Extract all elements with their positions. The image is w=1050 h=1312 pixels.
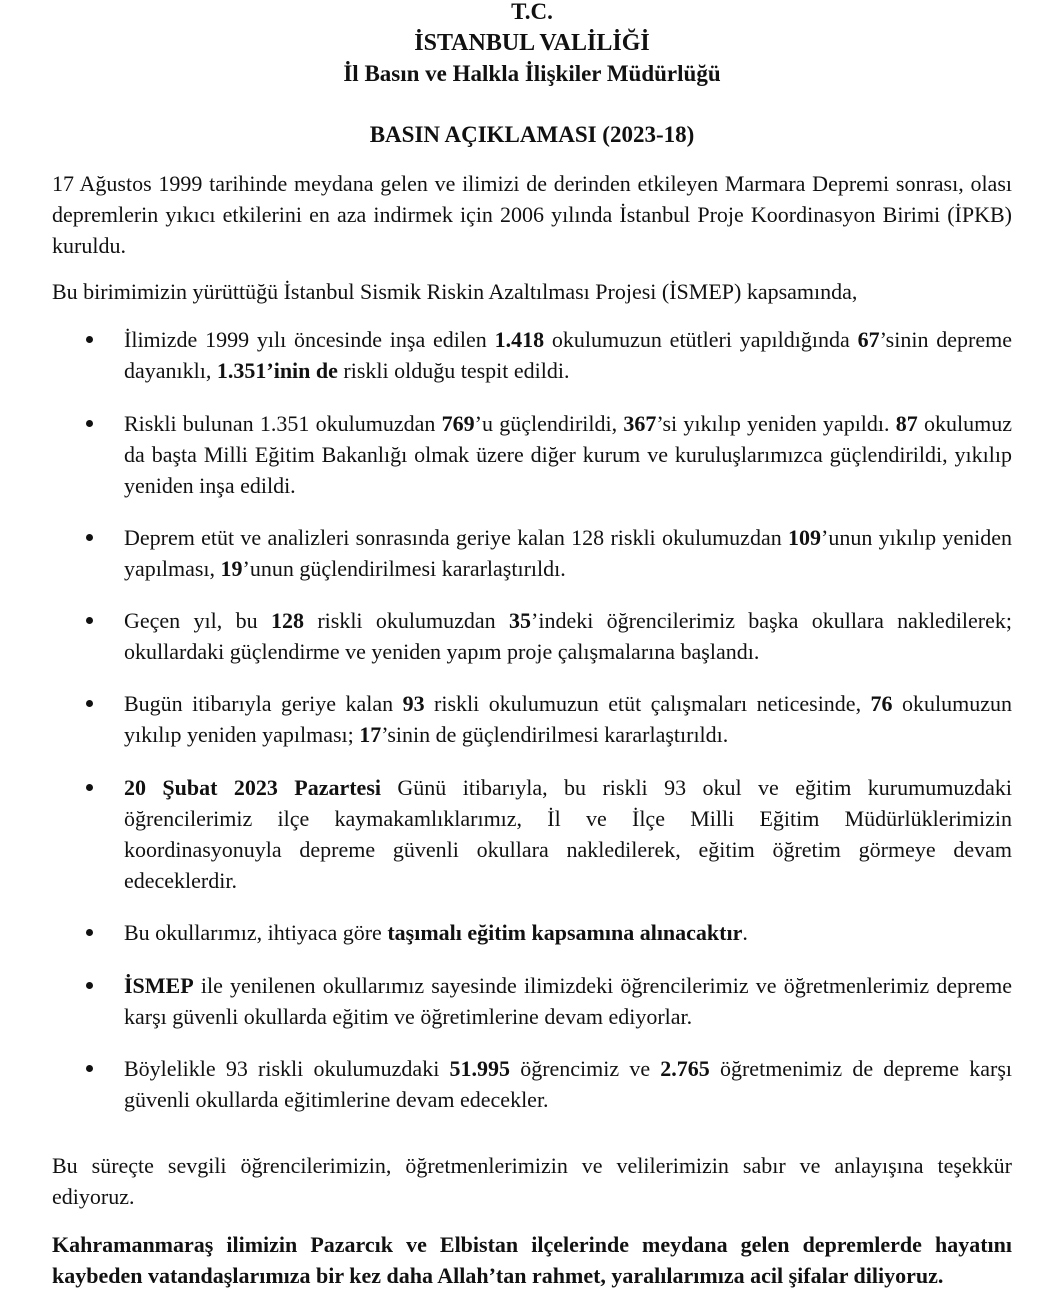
bullet-icon xyxy=(86,534,93,541)
text-run: Riskli bulunan 1.351 okulumuzdan xyxy=(124,411,442,436)
thanks-paragraph: Bu süreçte sevgili öğrencilerimizin, öğretmenlerimizin ve velilerimizin sabır ve anlayışına teşekkür ediyoruz. xyxy=(52,1153,1012,1209)
bold-date: 20 Şubat 2023 Pazartesi xyxy=(124,775,381,800)
bullet-icon xyxy=(86,420,93,427)
text-run: ’u güçlendirildi, xyxy=(474,411,624,436)
list-item xyxy=(124,1053,1012,1115)
text-run: riskli olduğu tespit edildi. xyxy=(337,358,570,383)
bold-figure: 87 xyxy=(895,411,918,436)
bullet-icon xyxy=(86,784,93,791)
bold-figure: 51.995 xyxy=(449,1056,510,1081)
text-run: riskli okulumuzdan xyxy=(303,608,510,633)
text-run: ’sinin de güçlendirilmesi kararlaştırıldı. xyxy=(381,722,729,747)
bold-figure: 109 xyxy=(788,525,821,550)
text-run: ile yenilenen okullarımız sayesinde ilimizdeki öğrencilerimiz ve öğretmenlerimiz depreme karşı güvenli okullarda eğitim ve öğretimlerine devam ediyorlar. xyxy=(124,973,1012,1029)
text-run: ’sinin depreme dayanıklı, xyxy=(124,327,1012,383)
text-run: Geçen yıl, bu xyxy=(124,608,271,633)
text-run: Bu okullarımız, ihtiyaca göre xyxy=(124,920,388,945)
text-run: okulumuzun etütleri yapıldığında xyxy=(544,327,858,352)
bullet-icon xyxy=(86,1065,93,1072)
text-run: Günü itibarıyla, bu riskli 93 okul ve eğitim kurumumuzdaki öğrencilerimiz ilçe kaymakamlıklarımız, İl ve İlçe Milli Eğitim Müdürlüklerimizin koordinasyonuyla depreme güvenli okullara nakledilerek, eğitim öğretim görmeye devam edeceklerdir. xyxy=(124,775,1013,893)
intro-paragraph: 17 Ağustos 1999 tarihinde meydana gelen ve ilimizi de derinden etkileyen Marmara Depremi sonrası, olası depremlerin yıkıcı etkilerini en aza indirmek için 2006 yılında İstanbul Proje Koordinasyon Birimi (İPKB) kuruldu. xyxy=(52,171,1012,258)
header-department: İl Basın ve Halkla İlişkiler Müdürlüğü xyxy=(343,61,721,86)
text-run: okulumuz da başta Milli Eğitim Bakanlığı olmak üzere diğer kurum ve kuruluşlarımızca güçlendirildi, yıkılıp yeniden inşa edildi. xyxy=(124,411,1013,498)
text-run: ’indeki öğrencilerimiz başka okullara nakledilerek; okullardaki güçlendirme ve yeniden yapım proje çalışmalarına başlandı. xyxy=(124,608,1013,664)
bullet-icon xyxy=(86,929,93,936)
text-run: İlimizde 1999 yılı öncesinde inşa edilen xyxy=(124,327,495,352)
bold-figure: 367 xyxy=(623,411,657,436)
text-run: Bugün itibarıyla geriye kalan xyxy=(124,691,403,716)
text-run: Deprem etüt ve analizleri sonrasında geriye kalan 128 riskli okulumuzdan xyxy=(124,525,788,550)
text-run: öğrencimiz ve xyxy=(510,1056,661,1081)
text-run: okulumuzun yıkılıp yeniden yapılması; xyxy=(124,691,1013,747)
text-run: ’unun güçlendirilmesi kararlaştırıldı. xyxy=(242,556,566,581)
ismep-paragraph: Bu birimimizin yürüttüğü İstanbul Sismik Riskin Azaltılması Projesi (İSMEP) kapsamında, xyxy=(52,279,858,304)
header-republic: T.C. xyxy=(511,0,553,24)
list-item xyxy=(124,772,1012,896)
text-run: riskli okulumuzun etüt çalışmaları neticesinde, xyxy=(424,691,871,716)
list-item xyxy=(124,688,1012,750)
list-item xyxy=(124,970,1012,1032)
header-governorship: İSTANBUL VALİLİĞİ xyxy=(414,30,650,56)
list-item xyxy=(124,917,1012,948)
list-item xyxy=(124,522,1012,584)
text-run: öğretmenimiz de depreme karşı güvenli okullarda eğitimlerine devam edecekler. xyxy=(124,1056,1012,1112)
list-item xyxy=(124,324,1012,386)
bold-phrase: İSMEP xyxy=(124,973,194,998)
bold-figure: 2.765 xyxy=(660,1056,710,1081)
text-run: ’unun yıkılıp yeniden yapılması, xyxy=(124,525,1012,581)
bullet-icon xyxy=(86,617,93,624)
bullet-icon xyxy=(86,336,93,343)
bold-figure: 769 xyxy=(441,411,475,436)
bold-figure: 128 xyxy=(270,608,304,633)
bold-figure: 1.351’inin de xyxy=(216,358,338,383)
document-title: BASIN AÇIKLAMASI (2023-18) xyxy=(369,122,695,147)
list-item xyxy=(124,408,1012,501)
list-item xyxy=(124,605,1012,667)
bold-figure: 76 xyxy=(870,691,893,716)
bold-figure: 1.418 xyxy=(494,327,545,352)
text-run: Böylelikle 93 riskli okulumuzdaki xyxy=(124,1056,450,1081)
text-run: . xyxy=(742,920,748,945)
text-run: ’si yıkılıp yeniden yapıldı. xyxy=(656,411,896,436)
condolence-paragraph: Kahramanmaraş ilimizin Pazarcık ve Elbistan ilçelerinde meydana gelen depremlerde hayatını kaybeden vatandaşlarımıza bir kez daha Allah’tan rahmet, yaralılarımıza acil şifalar diliyoruz. xyxy=(52,1232,1012,1288)
bold-figure: 35 xyxy=(509,608,532,633)
bold-figure: 67 xyxy=(857,327,880,352)
bold-figure: 19 xyxy=(220,556,243,581)
bold-phrase: taşımalı eğitim kapsamına alınacaktır xyxy=(387,920,743,945)
bold-figure: 93 xyxy=(402,691,425,716)
bold-figure: 17 xyxy=(359,722,382,747)
bullet-icon xyxy=(86,982,93,989)
bullet-icon xyxy=(86,700,93,707)
